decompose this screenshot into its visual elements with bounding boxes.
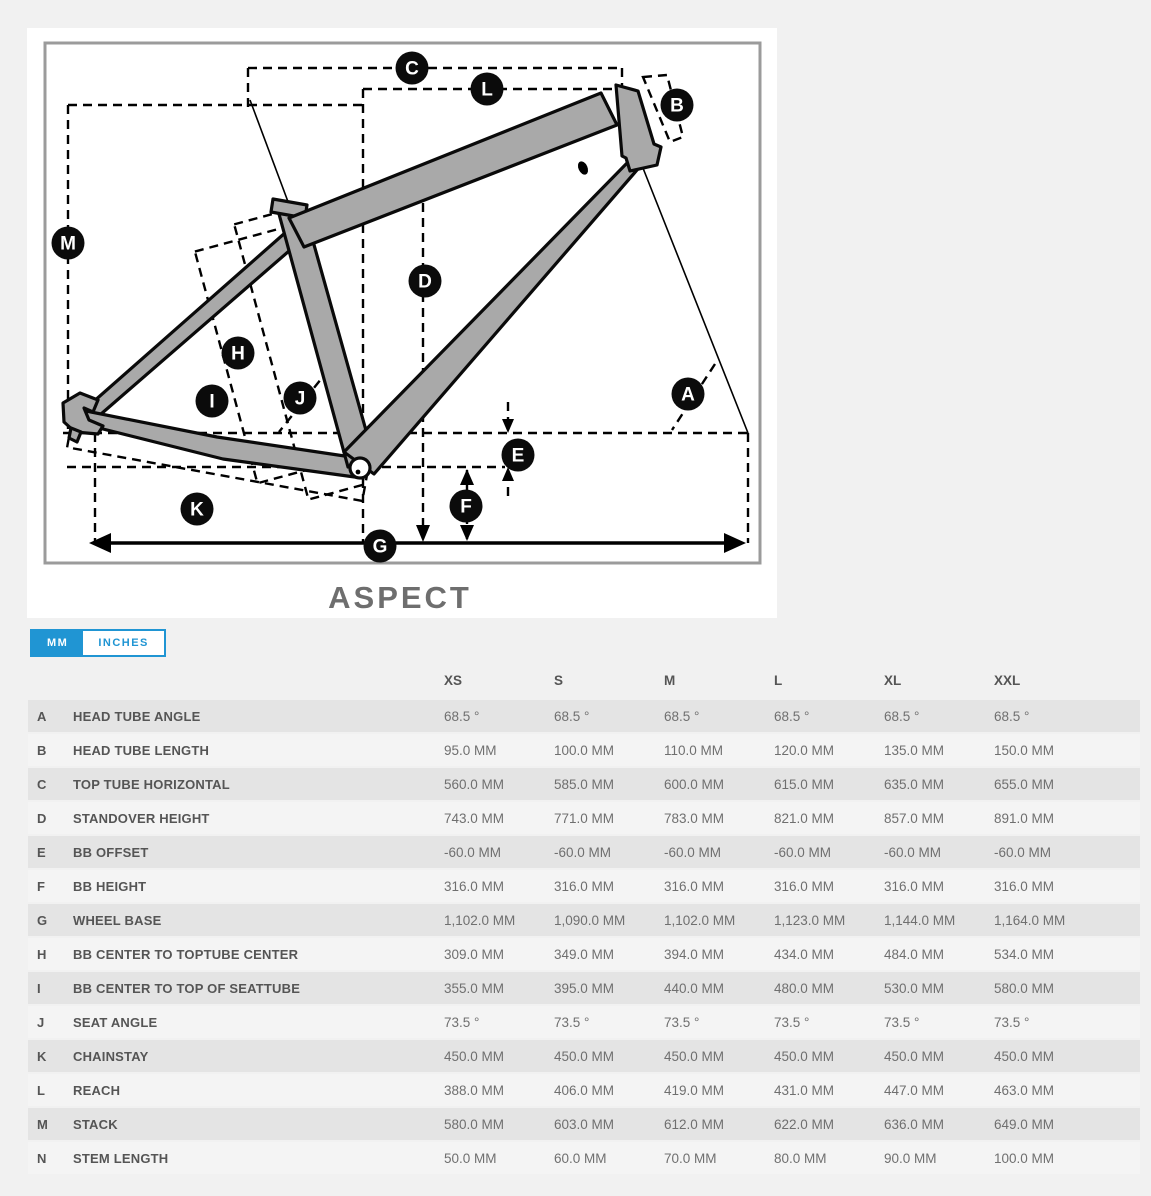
cell-value: 73.5 °: [994, 1014, 1030, 1030]
cell-value: 622.0 MM: [774, 1116, 835, 1132]
table-row: [28, 1040, 1140, 1072]
cell-value: 68.5 °: [444, 708, 480, 724]
cell-value: 1,102.0 MM: [444, 912, 516, 928]
dimension-label-k: [181, 493, 214, 526]
row-name: BB CENTER TO TOPTUBE CENTER: [73, 946, 299, 962]
model-title: ASPECT: [328, 580, 472, 615]
cell-value: 316.0 MM: [884, 878, 945, 894]
cell-value: 100.0 MM: [554, 742, 615, 758]
cell-value: 480.0 MM: [774, 980, 835, 996]
table-row: [28, 972, 1140, 1004]
svg-text:J: J: [294, 388, 306, 410]
table-row: [28, 802, 1140, 834]
table-row: [28, 1006, 1140, 1038]
cell-value: 388.0 MM: [444, 1082, 505, 1098]
row-letter: H: [37, 946, 47, 962]
cell-value: 316.0 MM: [774, 878, 835, 894]
row-name: STANDOVER HEIGHT: [73, 810, 210, 826]
row-name: HEAD TUBE LENGTH: [73, 742, 210, 758]
cell-value: 1,164.0 MM: [994, 912, 1066, 928]
cell-value: 534.0 MM: [994, 946, 1055, 962]
row-letter: K: [37, 1048, 47, 1064]
svg-text:H: H: [231, 343, 245, 365]
svg-text:I: I: [209, 391, 215, 413]
cell-value: 419.0 MM: [664, 1082, 725, 1098]
row-name: STEM LENGTH: [73, 1150, 169, 1166]
column-header-xl: XL: [884, 672, 902, 688]
cell-value: 1,123.0 MM: [774, 912, 846, 928]
row-name: WHEEL BASE: [73, 912, 162, 928]
cell-value: 50.0 MM: [444, 1150, 497, 1166]
cell-value: 406.0 MM: [554, 1082, 615, 1098]
cell-value: 450.0 MM: [774, 1048, 835, 1064]
units-toggle[interactable]: [30, 629, 166, 657]
cell-value: 355.0 MM: [444, 980, 505, 996]
cell-value: 600.0 MM: [664, 776, 725, 792]
bottom-bracket-mark: [356, 470, 361, 475]
table-row: [28, 870, 1140, 902]
cell-value: 743.0 MM: [444, 810, 505, 826]
cell-value: 73.5 °: [444, 1014, 480, 1030]
cell-value: 649.0 MM: [994, 1116, 1055, 1132]
cell-value: 447.0 MM: [884, 1082, 945, 1098]
row-letter: N: [37, 1150, 47, 1166]
dimension-label-l: [471, 73, 504, 106]
column-header-s: S: [554, 672, 564, 688]
dimension-label-d: [409, 265, 442, 298]
row-letter: I: [37, 980, 41, 996]
cell-value: 70.0 MM: [664, 1150, 717, 1166]
cell-value: -60.0 MM: [994, 844, 1052, 860]
cell-value: -60.0 MM: [554, 844, 612, 860]
row-letter: F: [37, 878, 45, 894]
diagram-border: [45, 43, 760, 563]
dimension-label-j: [284, 382, 317, 415]
dimension-label-e: [502, 439, 535, 472]
row-name: HEAD TUBE ANGLE: [73, 708, 201, 724]
geometry-table: [28, 666, 1140, 1176]
column-header-xxl: XXL: [994, 672, 1021, 688]
cell-value: 450.0 MM: [994, 1048, 1055, 1064]
cell-value: 771.0 MM: [554, 810, 615, 826]
cell-value: -60.0 MM: [444, 844, 502, 860]
table-row: [28, 836, 1140, 868]
row-letter: A: [37, 708, 47, 724]
cell-value: 431.0 MM: [774, 1082, 835, 1098]
row-name: STACK: [73, 1116, 118, 1132]
dimension-label-f: [450, 490, 483, 523]
cell-value: 394.0 MM: [664, 946, 725, 962]
svg-text:G: G: [372, 536, 388, 558]
svg-text:L: L: [481, 79, 493, 101]
cell-value: 95.0 MM: [444, 742, 497, 758]
cell-value: 585.0 MM: [554, 776, 615, 792]
row-letter: C: [37, 776, 47, 792]
dimension-label-i: [196, 385, 229, 418]
units-toggle-inches[interactable]: INCHES: [83, 631, 164, 655]
cell-value: -60.0 MM: [774, 844, 832, 860]
cell-value: 73.5 °: [664, 1014, 700, 1030]
svg-text:M: M: [60, 233, 76, 255]
cell-value: 612.0 MM: [664, 1116, 725, 1132]
row-name: BB HEIGHT: [73, 878, 147, 894]
dimension-label-b: [661, 89, 694, 122]
table-row: [28, 734, 1140, 766]
column-header-m: M: [664, 672, 676, 688]
dimension-label-h: [222, 337, 255, 370]
cell-value: 615.0 MM: [774, 776, 835, 792]
cell-value: 316.0 MM: [664, 878, 725, 894]
row-name: TOP TUBE HORIZONTAL: [73, 776, 230, 792]
svg-text:K: K: [190, 499, 204, 521]
cell-value: 580.0 MM: [994, 980, 1055, 996]
svg-text:D: D: [418, 271, 432, 293]
cell-value: 635.0 MM: [884, 776, 945, 792]
column-header-xs: XS: [444, 672, 463, 688]
table-row: [28, 768, 1140, 800]
cell-value: 80.0 MM: [774, 1150, 827, 1166]
table-row: [28, 904, 1140, 936]
dimension-label-m: [52, 227, 85, 260]
cell-value: 821.0 MM: [774, 810, 835, 826]
cell-value: 349.0 MM: [554, 946, 615, 962]
table-row: [28, 1108, 1140, 1140]
cell-value: -60.0 MM: [664, 844, 722, 860]
cell-value: 73.5 °: [554, 1014, 590, 1030]
cell-value: 68.5 °: [994, 708, 1030, 724]
cell-value: 68.5 °: [774, 708, 810, 724]
cell-value: 434.0 MM: [774, 946, 835, 962]
cell-value: 100.0 MM: [994, 1150, 1055, 1166]
cell-value: 150.0 MM: [994, 742, 1055, 758]
row-letter: J: [37, 1014, 45, 1030]
cell-value: 484.0 MM: [884, 946, 945, 962]
cell-value: 316.0 MM: [994, 878, 1055, 894]
svg-text:A: A: [681, 384, 695, 406]
row-name: SEAT ANGLE: [73, 1014, 158, 1030]
table-row: [28, 1142, 1140, 1174]
cell-value: 891.0 MM: [994, 810, 1055, 826]
dimension-label-c: [396, 52, 429, 85]
cell-value: 73.5 °: [774, 1014, 810, 1030]
column-header-l: L: [774, 672, 783, 688]
cell-value: 120.0 MM: [774, 742, 835, 758]
cell-value: 68.5 °: [554, 708, 590, 724]
cell-value: 450.0 MM: [554, 1048, 615, 1064]
table-row: [28, 700, 1140, 732]
dimension-label-g: [364, 530, 397, 563]
cell-value: 316.0 MM: [444, 878, 505, 894]
row-name: CHAINSTAY: [73, 1048, 149, 1064]
row-letter: D: [37, 810, 47, 826]
cell-value: 655.0 MM: [994, 776, 1055, 792]
table-header-row: [28, 666, 1140, 694]
cell-value: 857.0 MM: [884, 810, 945, 826]
row-letter: G: [37, 912, 48, 928]
svg-text:F: F: [460, 496, 472, 518]
cell-value: 603.0 MM: [554, 1116, 615, 1132]
cell-value: 580.0 MM: [444, 1116, 505, 1132]
cell-value: 73.5 °: [884, 1014, 920, 1030]
cell-value: 440.0 MM: [664, 980, 725, 996]
row-letter: L: [37, 1082, 45, 1098]
cell-value: 309.0 MM: [444, 946, 505, 962]
dimension-label-a: [672, 378, 705, 411]
cell-value: 450.0 MM: [884, 1048, 945, 1064]
svg-text:C: C: [405, 58, 419, 80]
svg-text:B: B: [670, 95, 684, 117]
cell-value: 450.0 MM: [444, 1048, 505, 1064]
derailleur-hanger: [69, 428, 81, 442]
row-name: BB CENTER TO TOP OF SEATTUBE: [73, 980, 301, 996]
cell-value: 1,102.0 MM: [664, 912, 736, 928]
bottom-bracket: [350, 458, 370, 478]
row-letter: E: [37, 844, 46, 860]
cell-value: 450.0 MM: [664, 1048, 725, 1064]
cell-value: 783.0 MM: [664, 810, 725, 826]
cell-value: 560.0 MM: [444, 776, 505, 792]
svg-text:E: E: [511, 445, 525, 467]
geometry-diagram-panel: [27, 28, 777, 618]
cell-value: 530.0 MM: [884, 980, 945, 996]
cell-value: 68.5 °: [884, 708, 920, 724]
cell-value: 1,144.0 MM: [884, 912, 956, 928]
table-row: [28, 1074, 1140, 1106]
row-name: REACH: [73, 1082, 121, 1098]
units-toggle-mm[interactable]: MM: [32, 631, 83, 655]
cell-value: 68.5 °: [664, 708, 700, 724]
cell-value: 60.0 MM: [554, 1150, 607, 1166]
cell-value: 135.0 MM: [884, 742, 945, 758]
cell-value: 316.0 MM: [554, 878, 615, 894]
cell-value: 463.0 MM: [994, 1082, 1055, 1098]
cell-value: 636.0 MM: [884, 1116, 945, 1132]
cell-value: 110.0 MM: [664, 742, 724, 758]
cell-value: -60.0 MM: [884, 844, 942, 860]
table-row: [28, 938, 1140, 970]
cell-value: 90.0 MM: [884, 1150, 937, 1166]
cell-value: 395.0 MM: [554, 980, 615, 996]
row-letter: B: [37, 742, 47, 758]
frame-geometry-diagram: [27, 28, 777, 618]
cell-value: 1,090.0 MM: [554, 912, 626, 928]
row-name: BB OFFSET: [73, 844, 149, 860]
row-letter: M: [37, 1116, 48, 1132]
